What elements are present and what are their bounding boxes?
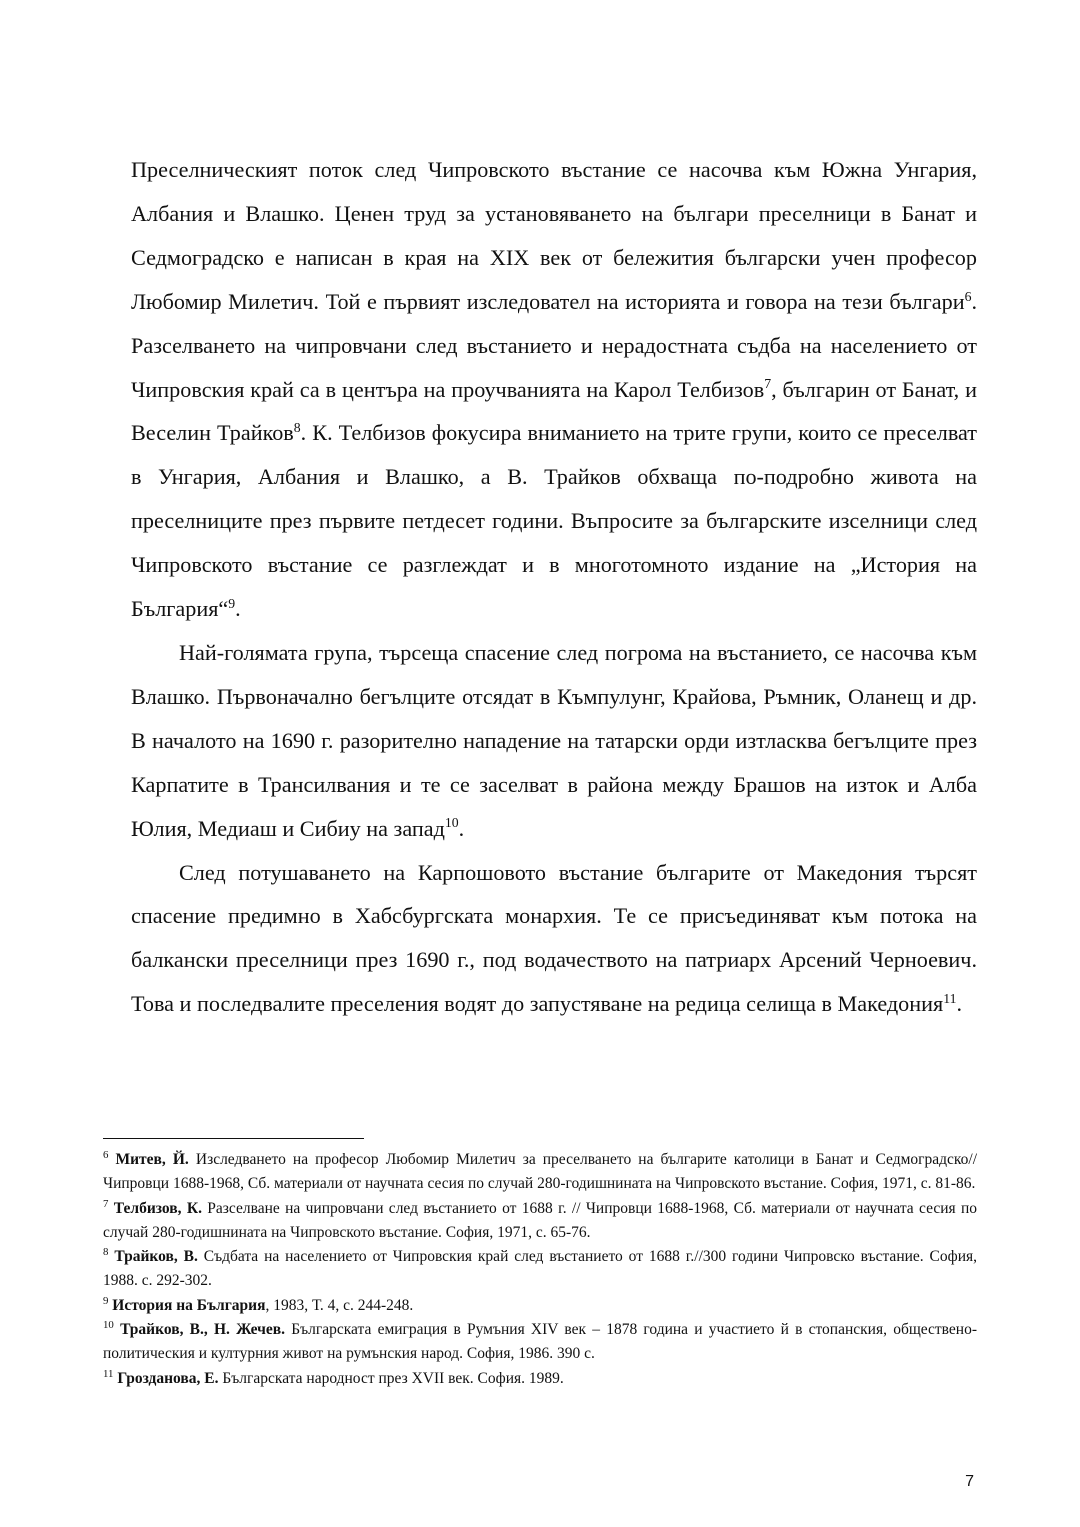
paragraph-3 <box>131 851 977 1027</box>
footnote-10 <box>103 1318 977 1367</box>
footnote-number: 9 <box>103 1294 109 1307</box>
text-run: . <box>956 991 963 1017</box>
footnote-author: Трайков, В. <box>114 1248 198 1266</box>
footnote-ref-6[interactable]: 6 <box>964 288 972 304</box>
footnotes <box>103 1148 977 1391</box>
footnote-text: , 1983, Т. 4, с. 244-248. <box>265 1296 414 1314</box>
footnote-number: 11 <box>103 1367 114 1380</box>
footnote-9 <box>103 1294 977 1318</box>
text-run: . <box>235 596 241 622</box>
footnote-ref-8[interactable]: 8 <box>293 420 301 436</box>
text-run: . <box>458 815 465 841</box>
paragraph-1 <box>131 148 977 631</box>
page-number: 7 <box>965 1473 974 1490</box>
footnote-author: Грозданова, Е. <box>117 1369 219 1387</box>
text-run: След потушаването на Карпошовото въстание българите от Македония търсят спасение предимно в Хабсбургската монархия. Те се присъединяват към потока на балкански преселници през 1690 г., под водачеството на патриарх Арсений Черноевич. Това и последвалите преселения водят до запустяване на редица селища в Македония <box>131 859 977 1017</box>
footnote-7 <box>103 1197 977 1246</box>
footnote-number: 7 <box>103 1197 109 1210</box>
footnote-text: Българската емиграция в Румъния XIV век – 1878 година и участието й в стопанския, обществено-политическия и културния живот на румънския народ. София, 1986. 390 с. <box>103 1321 977 1363</box>
footnote-text: Разселване на чипровчани след въстанието от 1688 г. // Чипровци 1688-1968, Сб. материали от научната сесия по случай 280-годишнината на Чипровското въстание. София, 1971, с. 65-76. <box>103 1199 978 1241</box>
footnote-ref-9[interactable]: 9 <box>228 595 236 611</box>
footnote-author: Митев, Й. <box>115 1151 189 1168</box>
text-run: , българин от Банат, и Веселин Трайков <box>131 376 977 446</box>
paragraph-2 <box>131 631 977 851</box>
footnote-text: Българската народност през XVII век. София. 1989. <box>218 1369 564 1387</box>
body-text <box>131 148 977 1026</box>
footnote-ref-10[interactable]: 10 <box>444 815 459 831</box>
footnote-number: 6 <box>103 1149 109 1162</box>
footnote-author: История на България <box>112 1296 266 1314</box>
footnote-text: Съдбата на населението от Чипровския край след въстанието от 1688 г.//300 години Чипровско въстание. София, 1988. с. 292-302. <box>103 1248 977 1290</box>
footnote-6 <box>103 1148 977 1197</box>
footnote-ref-11[interactable]: 11 <box>943 991 957 1007</box>
footnote-separator <box>103 1138 364 1139</box>
footnote-8 <box>103 1245 977 1294</box>
text-run: Най-голямата група, търсеща спасение след погрома на въстанието, се насочва към Влашко. Първоначално бегълците отсядат в Къмпулунг, Крайова, Ръмник, Оланещ и др. В началото на 1690 г. разорително нападение на татарски орди изтласква бегълците през Карпатите в Трансилвания и те се заселват в района между Брашов на изток и Алба Юлия, Медиаш и Сибиу на запад <box>131 639 977 841</box>
footnote-ref-7[interactable]: 7 <box>764 376 772 392</box>
text-run: Преселническият поток след Чипровското въстание се насочва към Южна Унгария, Албания и Влашко. Ценен труд за установяването на българи преселници в Банат и Седмоградско е написан в края на XIX век от бележития български учен професор Любомир Милетич. Той е първият изследовател на историята и говора на тези българи <box>131 157 977 314</box>
footnote-number: 8 <box>103 1246 109 1259</box>
text-run: . Разселването на чипровчани след въстанието и нерадостната съдба на населението от Чипровския край са в центъра на проучванията на Карол Телбизов <box>131 288 977 402</box>
footnote-author: Телбизов, К. <box>113 1199 202 1217</box>
footnote-author: Трайков, В., Н. Жечев. <box>120 1321 286 1339</box>
footnote-11 <box>103 1367 977 1391</box>
footnote-text: Изследването на професор Любомир Милетич за преселването на българите католици в Банат и Седмоградско// Чипровци 1688-1968, Сб. материали от научната сесия по случай 280-годишнината на Чипровското въстание. София, 1971, с. 81-86. <box>103 1151 978 1193</box>
footnote-number: 10 <box>103 1319 114 1332</box>
text-run: . К. Телбизов фокусира вниманието на трите групи, които се преселват в Унгария, Албания и Влашко, а В. Трайков обхваща по-подробно живота на преселниците през първите петдесет години. Въпросите за българските изселници след Чипровското въстание се разглеждат и в многотомното издание на „История на България“ <box>131 420 977 622</box>
